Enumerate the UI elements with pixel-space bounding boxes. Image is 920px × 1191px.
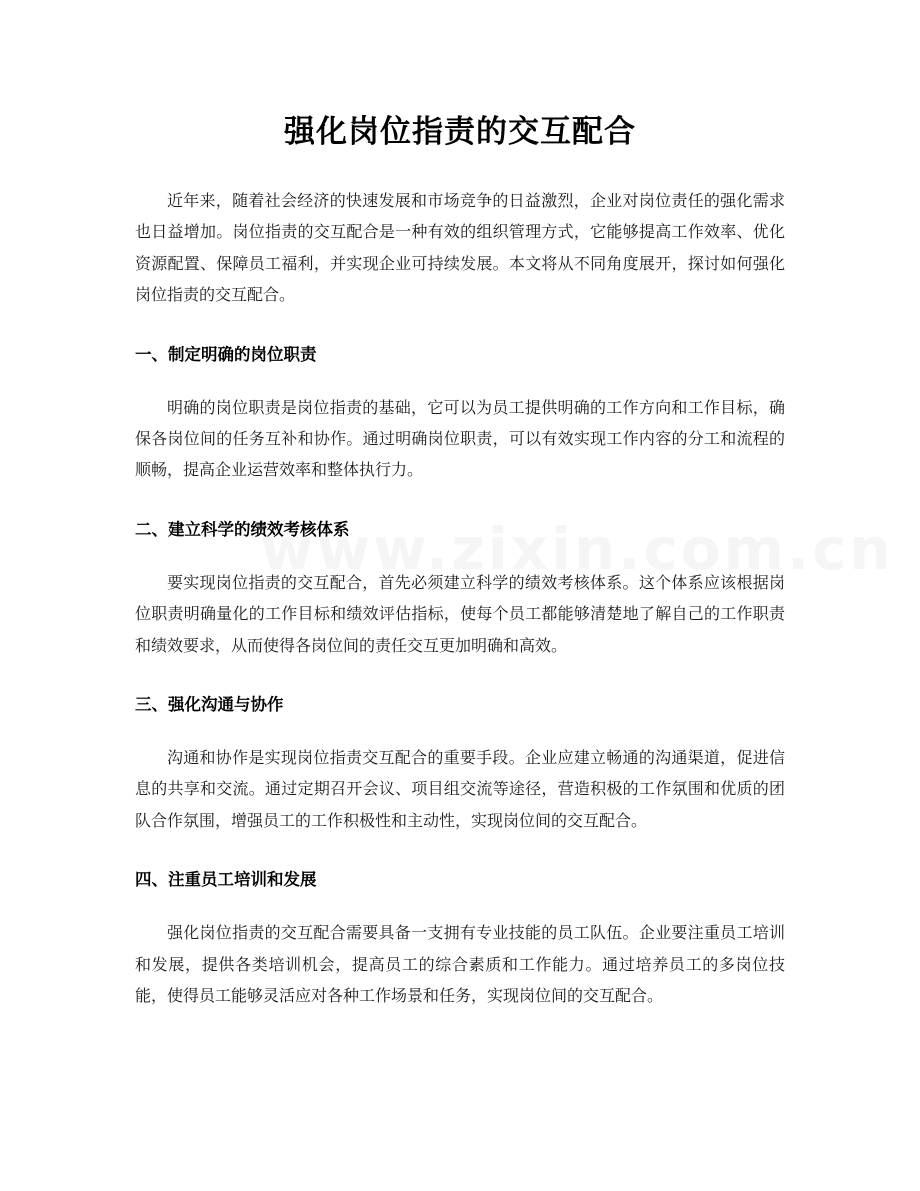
section-heading: 四、注重员工培训和发展 — [135, 870, 317, 890]
section-heading: 一、制定明确的岗位职责 — [135, 344, 317, 364]
section-heading: 三、强化沟通与协作 — [135, 695, 284, 715]
section-3 — [135, 690, 785, 836]
intro-paragraph: 近年来，随着社会经济的快速发展和市场竞争的日益激烈，企业对岗位责任的强化需求也日益增加。岗位指责的交互配合是一种有效的组织管理方式，它能够提高工作效率、优化资源配置、保障员工福利，并实现企业可持续发展。本文将从不同角度展开，探讨如何强化岗位指责的交互配合。 — [135, 191, 785, 305]
section-paragraph: 明确的岗位职责是岗位指责的基础，它可以为员工提供明确的工作方向和工作目标，确保各岗位间的任务互补和协作。通过明确岗位职责，可以有效实现工作内容的分工和流程的顺畅，提高企业运营效率和整体执行力。 — [135, 397, 785, 480]
document-title: 强化岗位指责的交互配合 — [284, 114, 636, 150]
section-2 — [135, 515, 785, 661]
section-paragraph: 沟通和协作是实现岗位指责交互配合的重要手段。企业应建立畅通的沟通渠道，促进信息的共享和交流。通过定期召开会议、项目组交流等途径，营造积极的工作氛围和优质的团队合作氛围，增强员工的工作积极性和主动性，实现岗位间的交互配合。 — [135, 748, 785, 830]
section-heading: 二、建立科学的绩效考核体系 — [135, 519, 350, 539]
section-paragraph: 强化岗位指责的交互配合需要具备一支拥有专业技能的员工队伍。企业要注重员工培训和发展，提供各类培训机会，提高员工的综合素质和工作能力。通过培养员工的多岗位技能，使得员工能够灵活应对各种工作场景和任务，实现岗位间的交互配合。 — [135, 923, 785, 1006]
section-paragraph: 要实现岗位指责的交互配合，首先必须建立科学的绩效考核体系。这个体系应该根据岗位职责明确量化的工作目标和绩效评估指标，使每个员工都能够清楚地了解自己的工作职责和绩效要求，从而使得各岗位间的责任交互更加明确和高效。 — [135, 572, 785, 655]
section-4 — [135, 865, 785, 1011]
section-1 — [135, 340, 785, 486]
